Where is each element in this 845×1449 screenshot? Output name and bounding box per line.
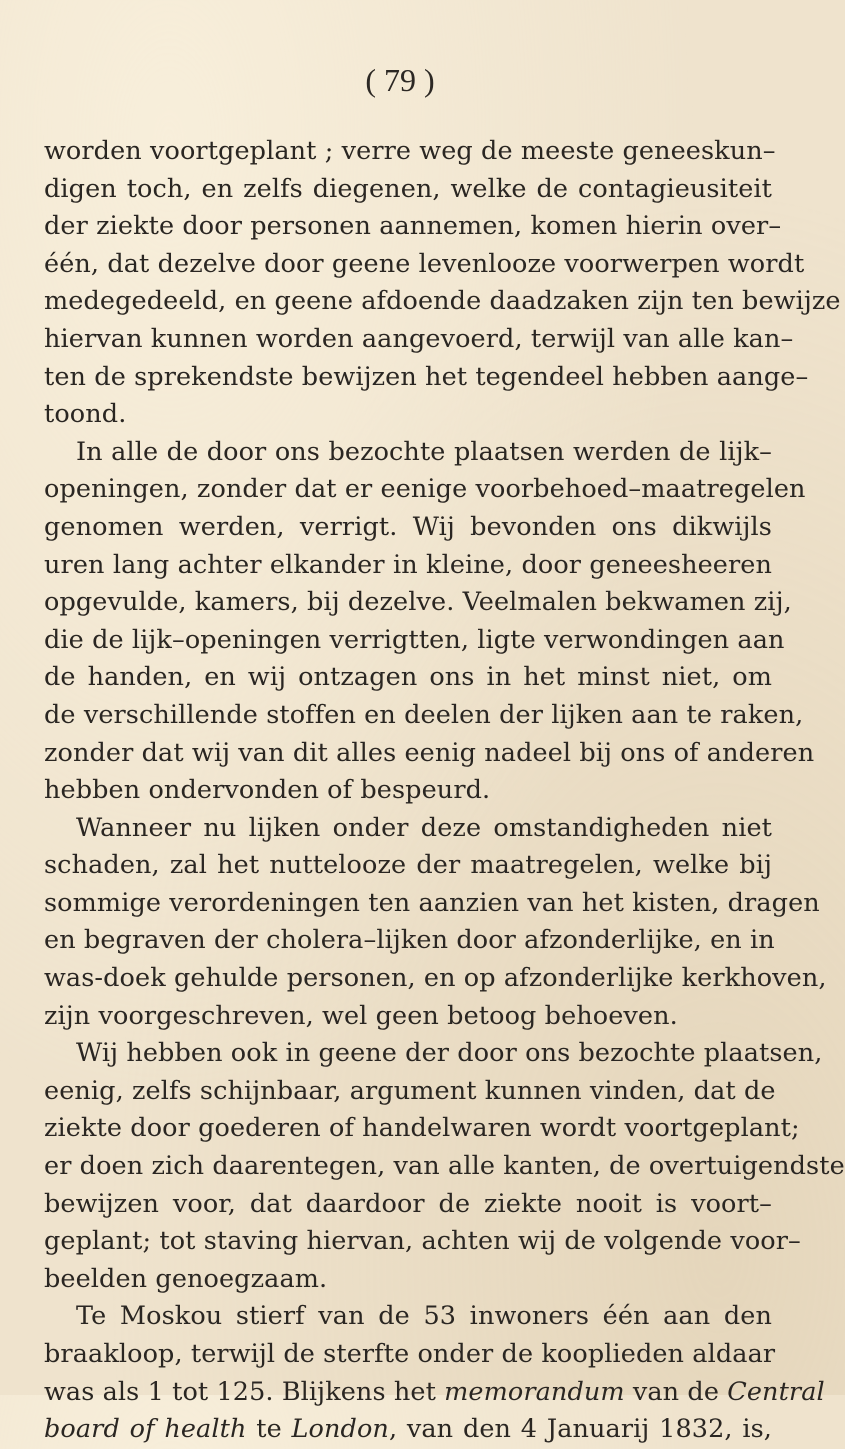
paragraph-first-line: In alle de door ons bezochte plaatsen werden de lijk– — [76, 436, 772, 467]
text-line: en begraven der cholera–lijken door afzonderlijke, en in — [44, 925, 775, 956]
italic-text-run: memorandum — [444, 1376, 625, 1407]
text-line: ziekte door goederen of handelwaren wordt voortgeplant; — [44, 1113, 800, 1144]
text-run: , van den 4 Januarij 1832, is, — [388, 1414, 773, 1445]
text-line: digen toch, en zelfs diegenen, welke de contagieusiteit — [44, 173, 772, 204]
italic-text-run: London — [291, 1414, 389, 1445]
text-line: bewijzen voor, dat daardoor de ziekte nooit is voort– — [44, 1188, 772, 1219]
text-line: beelden genoegzaam. — [44, 1263, 328, 1294]
text-line: ten de sprekendste bewijzen het tegendeel hebben aange– — [44, 361, 809, 392]
text-line: er doen zich daarentegen, van alle kanten, de overtuigendste — [44, 1151, 845, 1182]
text-line: braakloop, terwijl de sterfte onder de kooplieden aldaar — [44, 1339, 776, 1369]
text-line: de handen, en wij ontzagen ons in het minst niet, om — [44, 662, 772, 693]
italic-text-run: board of health — [44, 1414, 247, 1445]
text-line: hebben ondervonden of bespeurd. — [44, 775, 491, 806]
text-line: één, dat dezelve door geene levenlooze voorwerpen wordt — [44, 248, 805, 279]
text-line: genomen werden, verrigt. Wij bevonden ons dikwijls — [44, 511, 772, 542]
text-line-mixed — [44, 1411, 772, 1449]
text-run: te — [246, 1414, 292, 1445]
text-run: was als 1 tot 125. Blijkens het — [44, 1376, 445, 1407]
body-text — [44, 133, 845, 1449]
paragraph-first-line: Wanneer nu lijken onder deze omstandigheden niet — [76, 812, 772, 843]
text-run: van de — [624, 1376, 728, 1407]
text-line: de verschillende stoffen en deelen der lijken aan te raken, — [44, 699, 804, 730]
text-line: geplant; tot staving hiervan, achten wij de volgende voor– — [44, 1226, 801, 1257]
text-line: opgevulde, kamers, bij dezelve. Veelmalen bekwamen zij, — [44, 587, 792, 618]
text-line: was-doek gehulde personen, en op afzonderlijke kerkhoven, — [44, 963, 827, 994]
text-line: eenig, zelfs schijnbaar, argument kunnen vinden, dat de — [44, 1075, 776, 1106]
text-line: uren lang achter elkander in kleine, door geneesheeren — [44, 549, 772, 580]
paragraph-first-line: Wij hebben ook in geene der door ons bezochte plaatsen, — [76, 1038, 823, 1069]
text-line: toond. — [44, 399, 127, 430]
text-line: zijn voorgeschreven, wel geen betoog behoeven. — [44, 1000, 678, 1031]
text-line-mixed — [44, 1374, 825, 1412]
italic-text-run: Central — [727, 1376, 825, 1407]
text-line: hiervan kunnen worden aangevoerd, terwijl van alle kan– — [44, 323, 794, 354]
text-line: schaden, zal het nuttelooze der maatregelen, welke bij — [44, 850, 772, 881]
text-line: worden voortgeplant ; verre weg de meeste geneeskun– — [44, 136, 776, 166]
text-line: medegedeeld, en geene afdoende daadzaken zijn ten bewijze — [44, 286, 841, 317]
text-line: der ziekte door personen aannemen, komen hierin over– — [44, 211, 782, 242]
paragraph-first-line: Te Moskou stierf van de 53 inwoners één aan den — [76, 1301, 772, 1332]
text-line: die de lijk–openingen verrigtten, ligte verwondingen aan — [44, 624, 785, 655]
page-number: ( 79 ) — [365, 62, 435, 98]
text-line: sommige verordeningen ten aanzien van het kisten, dragen — [44, 887, 820, 918]
text-line: zonder dat wij van dit alles eenig nadeel bij ons of anderen — [44, 737, 815, 768]
text-line: openingen, zonder dat er eenige voorbehoed–maatregelen — [44, 474, 806, 505]
